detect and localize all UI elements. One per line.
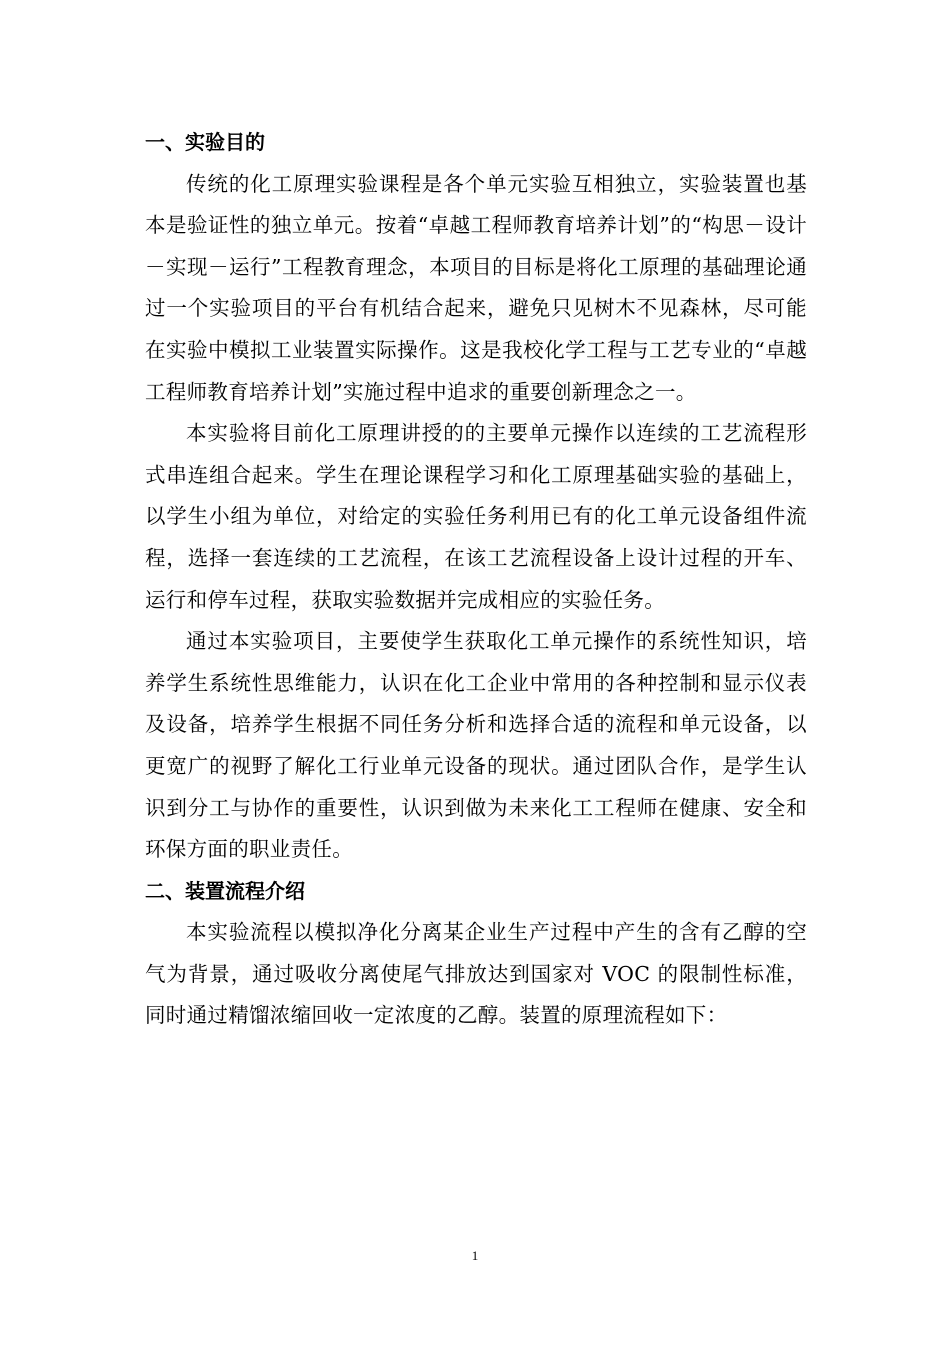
document-body <box>145 122 807 1037</box>
paragraph-purpose-2: 本实验将目前化工原理讲授的的主要单元操作以连续的工艺流程形式串连组合起来。学生在理论课程学习和化工原理基础实验的基础上，以学生小组为单位，对给定的实验任务利用已有的化工单元设备组件流程，选择一套连续的工艺流程，在该工艺流程设备上设计过程的开车、运行和停车过程，获取实验数据并完成相应的实验任务。 <box>145 421 807 612</box>
paragraph-purpose-3: 通过本实验项目，主要使学生获取化工单元操作的系统性知识，培养学生系统性思维能力，认识在化工企业中常用的各种控制和显示仪表及设备，培养学生根据不同任务分析和选择合适的流程和单元设备，以更宽广的视野了解化工行业单元设备的现状。通过团队合作，是学生认识到分工与协作的重要性，认识到做为未来化工工程师在健康、安全和环保方面的职业责任。 <box>145 629 807 862</box>
page-number: 1 <box>471 1248 479 1263</box>
section-heading-experiment-purpose: 一、实验目的 <box>145 130 265 154</box>
paragraph-process-1: 本实验流程以模拟净化分离某企业生产过程中产生的含有乙醇的空气为背景，通过吸收分离使尾气排放达到国家对 VOC 的限制性标准，同时通过精馏浓缩回收一定浓度的乙醇。装置的原理流程如下： <box>145 920 807 1028</box>
section-heading-process-introduction: 二、装置流程介绍 <box>145 878 305 903</box>
paragraph-purpose-1: 传统的化工原理实验课程是各个单元实验互相独立，实验装置也基本是验证性的独立单元。按着“卓越工程师教育培养计划”的“构思－设计－实现－运行”工程教育理念，本项目的目标是将化工原理的基础理论通过一个实验项目的平台有机结合起来，避免只见树木不见森林，尽可能在实验中模拟工业装置实际操作。这是我校化学工程与工艺专业的“卓越工程师教育培养计划”实施过程中追求的重要创新理念之一。 <box>145 171 807 404</box>
